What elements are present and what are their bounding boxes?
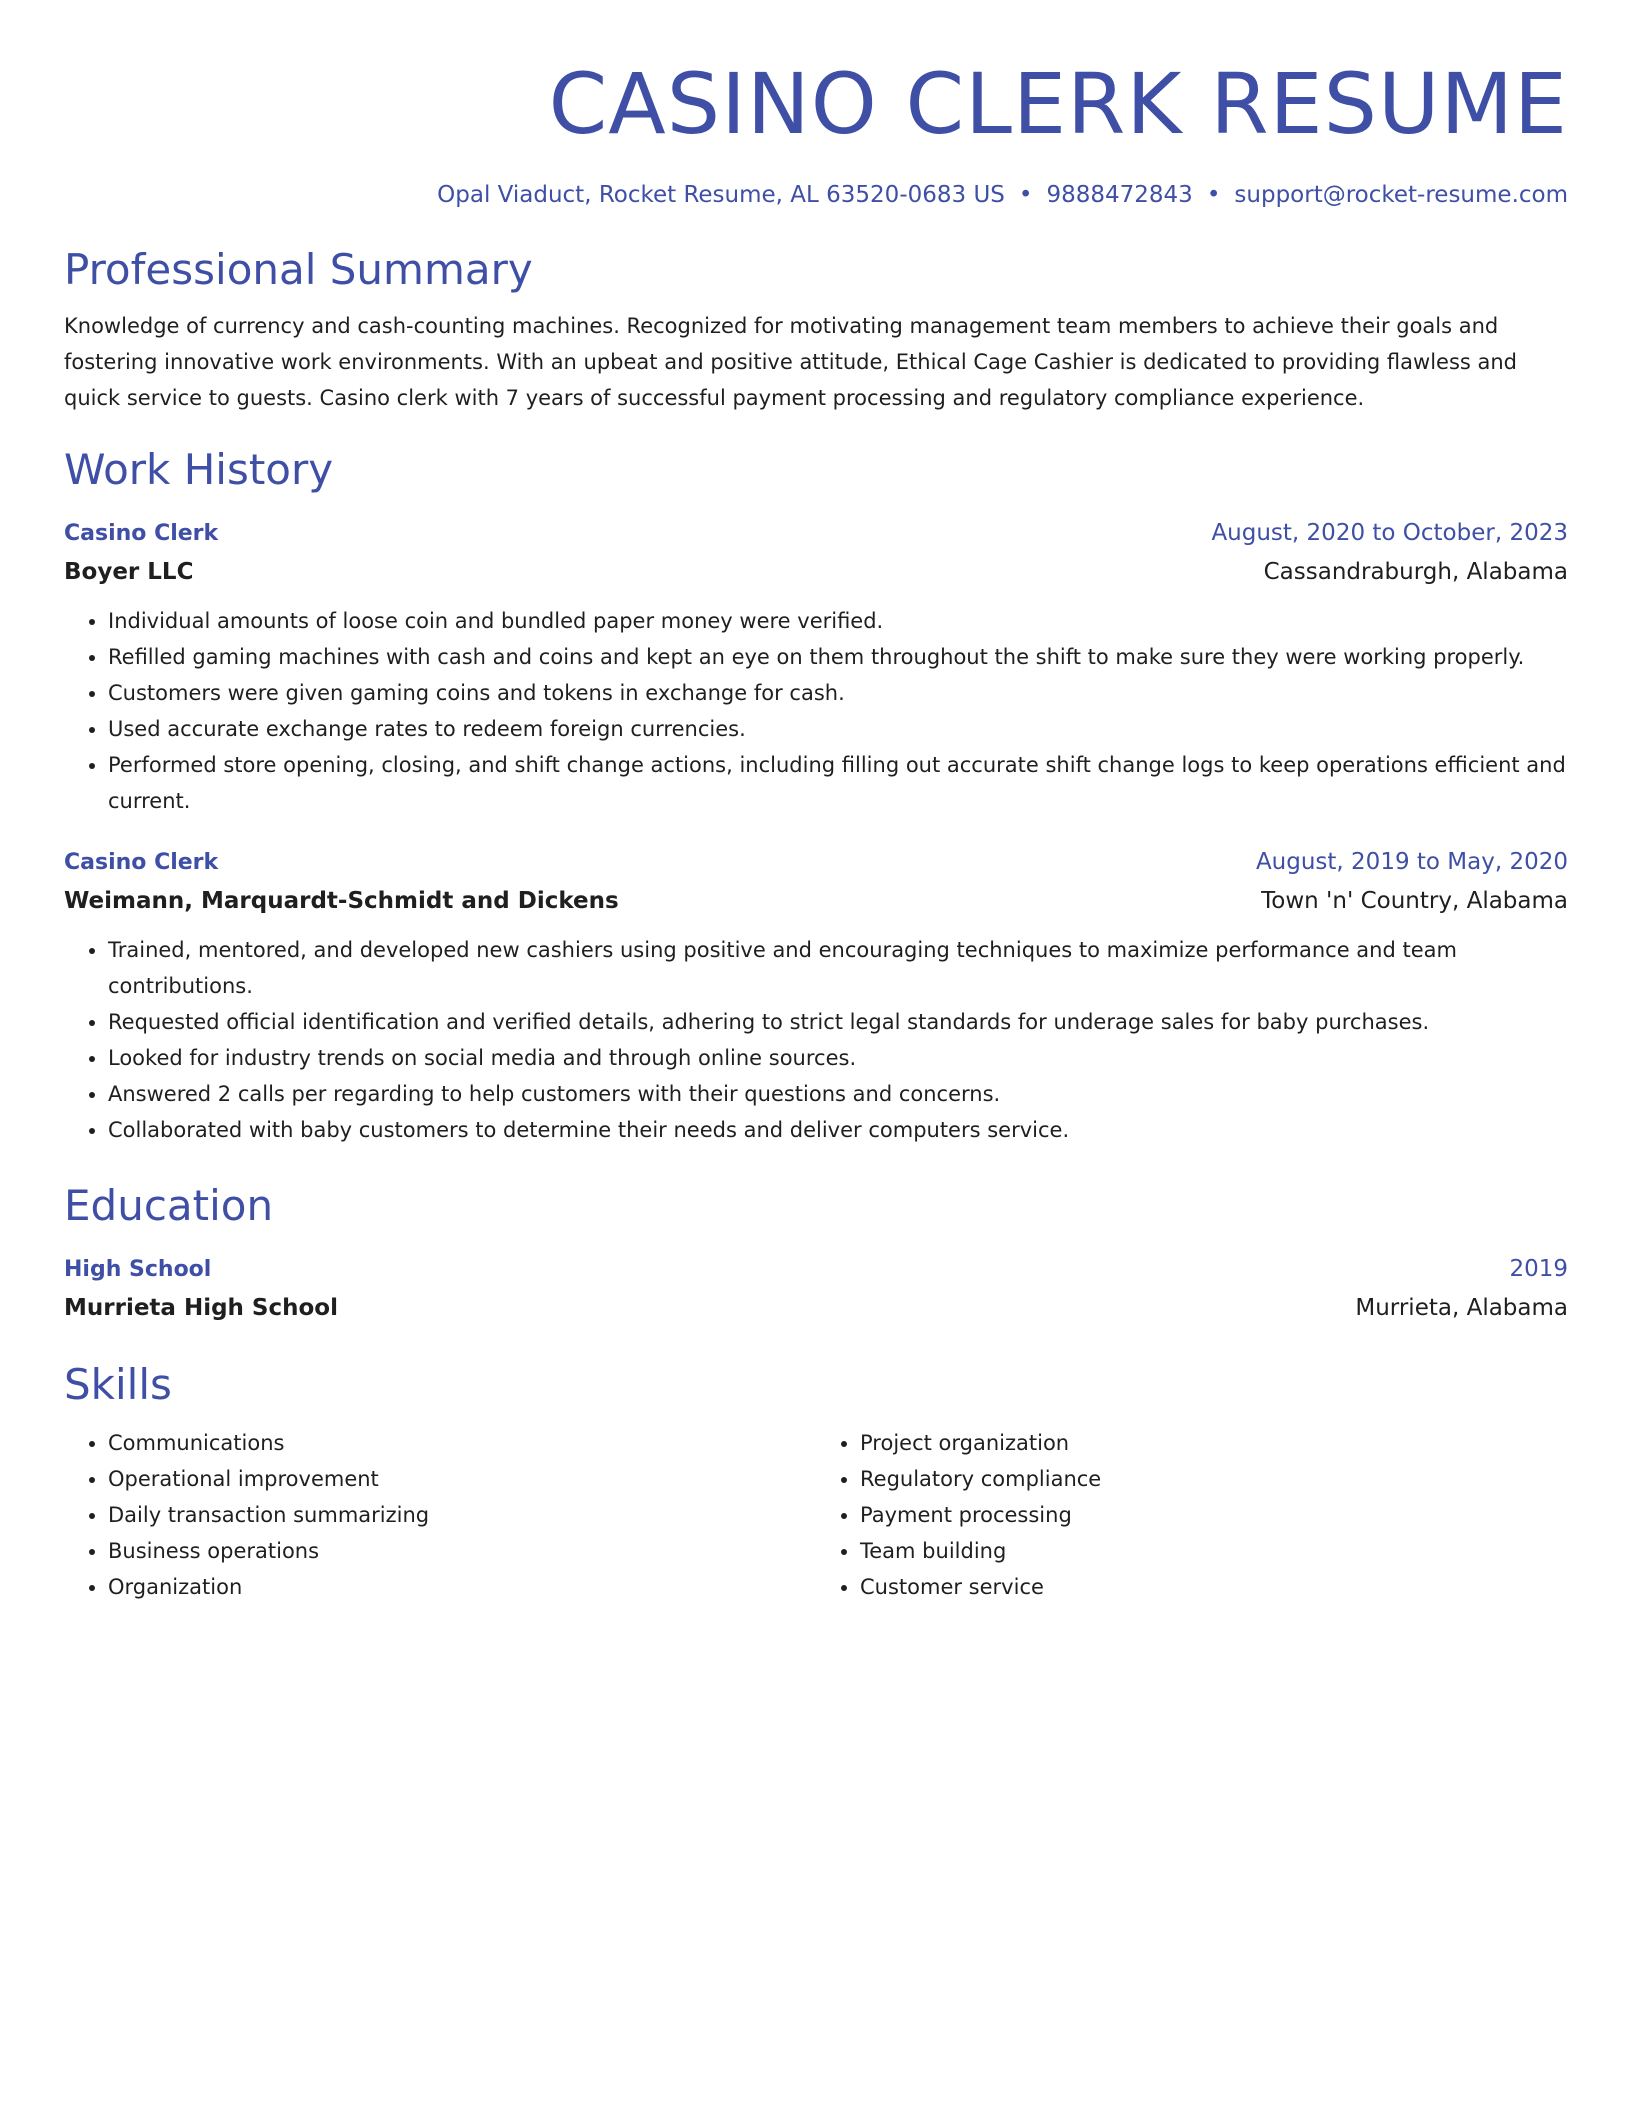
contact-separator: • [1018, 182, 1033, 208]
job-dates: August, 2020 to October, 2023 [1211, 520, 1568, 546]
job-role: Casino Clerk [64, 521, 219, 546]
job-header-row [64, 514, 1568, 553]
contact-email: support@rocket-resume.com [1234, 182, 1568, 208]
summary-text: Knowledge of currency and cash-counting machines. Recognized for motivating management team members to achieve their goals and fostering innovative work environments. With an upbeat and positive attitude, Ethical Cage Cashier is dedicated to providing flawless and quick service to guests. Casino clerk with 7 years of successful payment processing and regulatory compliance experience. [64, 314, 1518, 410]
job-company-row [64, 882, 1568, 920]
skill-item: • Customer service [860, 1569, 1568, 1605]
skill-item: • Regulatory compliance [860, 1461, 1568, 1497]
job-bullet: • Refilled gaming machines with cash and coins and kept an eye on them throughout the shift to make sure they were working properly. [108, 639, 1568, 675]
job-bullet: • Looked for industry trends on social media and through online sources. [108, 1040, 1568, 1076]
skills-grid [64, 1425, 1568, 1605]
skill-item: • Payment processing [860, 1497, 1568, 1533]
education-school: Murrieta High School [64, 1295, 338, 1321]
resume-header [64, 0, 1568, 210]
education-degree: High School [64, 1257, 212, 1282]
education-heading: Education [64, 1181, 274, 1230]
job-bullet: • Requested official identification and verified details, adhering to strict legal standards for underage sales for baby purchases. [108, 1004, 1568, 1040]
skill-item: • Daily transaction summarizing [108, 1497, 816, 1533]
contact-line [64, 180, 1568, 210]
job-company-row [64, 553, 1568, 591]
job-header-row [64, 843, 1568, 882]
resume-title: CASINO CLERK RESUME [548, 55, 1568, 153]
skill-item: • Communications [108, 1425, 816, 1461]
job-bullets [64, 932, 1568, 1148]
skills-column-left [64, 1425, 816, 1605]
work-history-heading: Work History [64, 445, 334, 494]
job-bullet: • Used accurate exchange rates to redeem foreign currencies. [108, 711, 1568, 747]
summary-heading: Professional Summary [64, 245, 533, 294]
skills-list [64, 1425, 816, 1605]
job-dates: August, 2019 to May, 2020 [1255, 849, 1568, 875]
job-location: Town 'n' Country, Alabama [1261, 888, 1568, 914]
job-bullet: • Customers were given gaming coins and tokens in exchange for cash. [108, 675, 1568, 711]
contact-separator: • [1206, 182, 1221, 208]
education-header-row [64, 1250, 1568, 1289]
skills-heading: Skills [64, 1360, 172, 1409]
skills-list [816, 1425, 1568, 1605]
job-bullet: • Individual amounts of loose coin and bundled paper money were verified. [108, 603, 1568, 639]
job-bullet: • Trained, mentored, and developed new cashiers using positive and encouraging techniques to maximize performance and team contributions. [108, 932, 1568, 1004]
skill-item: • Business operations [108, 1533, 816, 1569]
skills-column-right [816, 1425, 1568, 1605]
job-bullet: • Performed store opening, closing, and shift change actions, including filling out accurate shift change logs to keep operations efficient and current. [108, 747, 1568, 819]
skill-item: • Operational improvement [108, 1461, 816, 1497]
job-entry [64, 514, 1568, 819]
job-bullet: • Collaborated with baby customers to determine their needs and deliver computers service. [108, 1112, 1568, 1148]
education-school-row [64, 1289, 1568, 1327]
skill-item: • Project organization [860, 1425, 1568, 1461]
contact-address: Opal Viaduct, Rocket Resume, AL 63520-0683 US [437, 182, 1005, 208]
skill-item: • Team building [860, 1533, 1568, 1569]
job-company: Boyer LLC [64, 559, 194, 585]
job-location: Cassandraburgh, Alabama [1263, 559, 1568, 585]
job-entry [64, 843, 1568, 1148]
job-bullet: • Answered 2 calls per regarding to help customers with their questions and concerns. [108, 1076, 1568, 1112]
education-year: 2019 [1509, 1256, 1568, 1282]
job-company: Weimann, Marquardt-Schmidt and Dickens [64, 888, 619, 914]
job-bullets [64, 603, 1568, 819]
skill-item: • Organization [108, 1569, 816, 1605]
contact-phone: 9888472843 [1046, 182, 1193, 208]
education-location: Murrieta, Alabama [1355, 1295, 1568, 1321]
education-entry [64, 1250, 1568, 1327]
job-role: Casino Clerk [64, 850, 219, 875]
